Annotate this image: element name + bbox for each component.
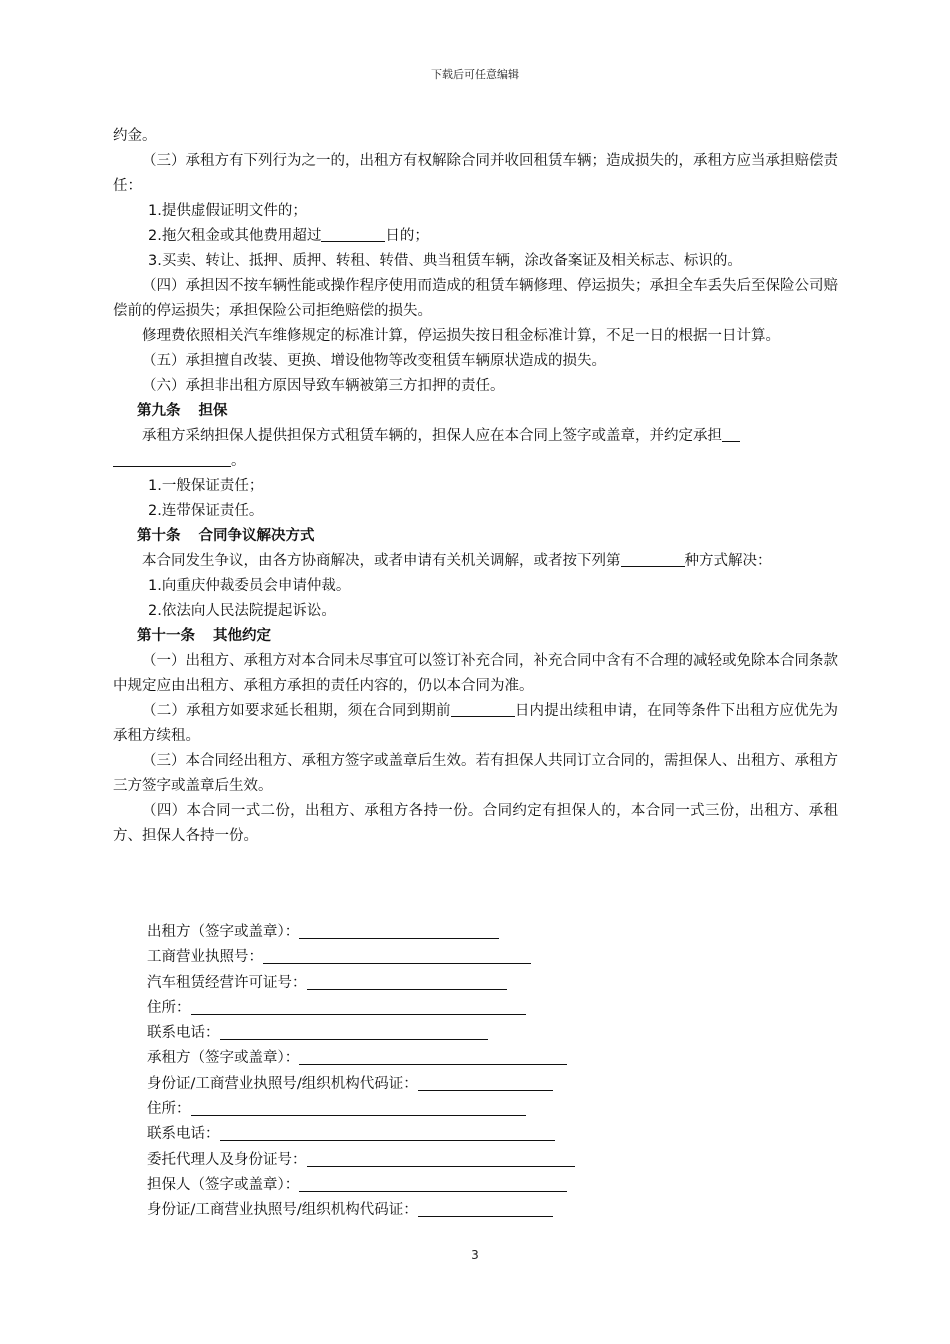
clause-8-3-item-3: 3.买卖、转让、抵押、质押、转租、转借、典当租赁车辆，涂改备案证及相关标志、标识的。 [148, 253, 742, 269]
clause-11-3: （三）本合同经出租方、承租方签字或盖章后生效。若有担保人共同订立合同的，需担保人、出租方、承租方三方签字或盖章后生效。 [113, 753, 838, 794]
guarantee-option-1: 1.一般保证责任； [148, 478, 264, 494]
clause-8-3-item-1: 1.提供虚假证明文件的； [148, 203, 307, 219]
lessee-id-line: 身份证/工商营业执照号/组织机构代码证： [147, 1072, 747, 1097]
blank-line [451, 700, 515, 717]
blank-line [321, 225, 385, 242]
blank-line [621, 550, 685, 567]
repair-fee-paragraph: 修理费依照相关汽车维修规定的标准计算，停运损失按日租金标准计算，不足一日的根据一日计算。 [142, 328, 780, 344]
guarantor-signature-line: 担保人（签字或盖章）： [147, 1173, 747, 1198]
fill-line [418, 1074, 553, 1091]
clause-8-4: （四）承担因不按车辆性能或操作程序使用而造成的租赁车辆修理、停运损失；承担全车丢失后至保险公司赔偿前的停运损失；承担保险公司拒绝赔偿的损失。 [113, 278, 838, 319]
fill-line [418, 1200, 553, 1217]
guarantee-option-2: 2.连带保证责任。 [148, 503, 264, 519]
fill-line [191, 1099, 526, 1116]
lessee-address-line: 住所： [147, 1097, 747, 1122]
clause-8-3-item-2: 2.拖欠租金或其他费用超过 日的； [113, 224, 838, 249]
fill-line [220, 1124, 555, 1141]
clause-8-3: （三）承租方有下列行为之一的，出租方有权解除合同并收回租赁车辆；造成损失的，承租方应当承担赔偿责任： [113, 153, 838, 194]
lessor-address-line: 住所： [147, 996, 747, 1021]
article-9-heading: 第九条 担保 [137, 403, 228, 419]
lessor-phone-line: 联系电话： [147, 1021, 747, 1046]
article-11-heading: 第十一条 其他约定 [137, 628, 271, 644]
contract-body [113, 124, 838, 849]
signature-block [147, 920, 747, 1224]
lessee-phone-line: 联系电话： [147, 1122, 747, 1147]
blank-line [722, 425, 740, 442]
clause-11-2: （二）承租方如要求延长租期，须在合同到期前 日内提出续租申请，在同等条件下出租方应优先为承租方续租。 [113, 699, 838, 749]
clause-8-6: （六）承担非出租方原因导致车辆被第三方扣押的责任。 [142, 378, 505, 394]
clause-11-4: （四）本合同一式二份，出租方、承租方各持一份。合同约定有担保人的，本合同一式三份，出租方、承租方、担保人各持一份。 [113, 803, 838, 844]
fill-line [191, 998, 526, 1015]
clause-11-1: （一）出租方、承租方对本合同未尽事宜可以签订补充合同，补充合同中含有不合理的减轻或免除本合同条款中规定应由出租方、承租方承担的责任内容的，仍以本合同为准。 [113, 653, 838, 694]
agent-line: 委托代理人及身份证号： [147, 1148, 747, 1173]
lessor-signature-line: 出租方（签字或盖章）： [147, 920, 747, 945]
fill-line [220, 1023, 488, 1040]
fill-line [299, 1048, 567, 1065]
fill-line [299, 922, 499, 939]
fill-line [307, 973, 507, 990]
lessee-signature-line: 承租方（签字或盖章）： [147, 1046, 747, 1071]
rental-permit-line: 汽车租赁经营许可证号： [147, 971, 747, 996]
fill-line [263, 947, 531, 964]
dispute-option-1: 1.向重庆仲裁委员会申请仲裁。 [148, 578, 351, 594]
guarantor-id-line: 身份证/工商营业执照号/组织机构代码证： [147, 1198, 747, 1223]
dispute-option-2: 2.依法向人民法院提起诉讼。 [148, 603, 336, 619]
guarantee-paragraph: 承租方采纳担保人提供担保方式租赁车辆的，担保人应在本合同上签字或盖章，并约定承担 。 [113, 424, 838, 474]
article-10-heading: 第十条 合同争议解决方式 [137, 528, 315, 544]
paragraph-continuation: 约金。 [113, 128, 157, 144]
page-header: 下载后可任意编辑 [431, 68, 519, 81]
fill-line [307, 1150, 575, 1167]
dispute-paragraph: 本合同发生争议，由各方协商解决，或者申请有关机关调解，或者按下列第 种方式解决： [113, 549, 838, 574]
business-license-line: 工商营业执照号： [147, 945, 747, 970]
clause-8-5: （五）承担擅自改装、更换、增设他物等改变租赁车辆原状造成的损失。 [142, 353, 606, 369]
page-number: 3 [471, 1248, 479, 1262]
blank-line [113, 450, 231, 467]
fill-line [299, 1175, 567, 1192]
